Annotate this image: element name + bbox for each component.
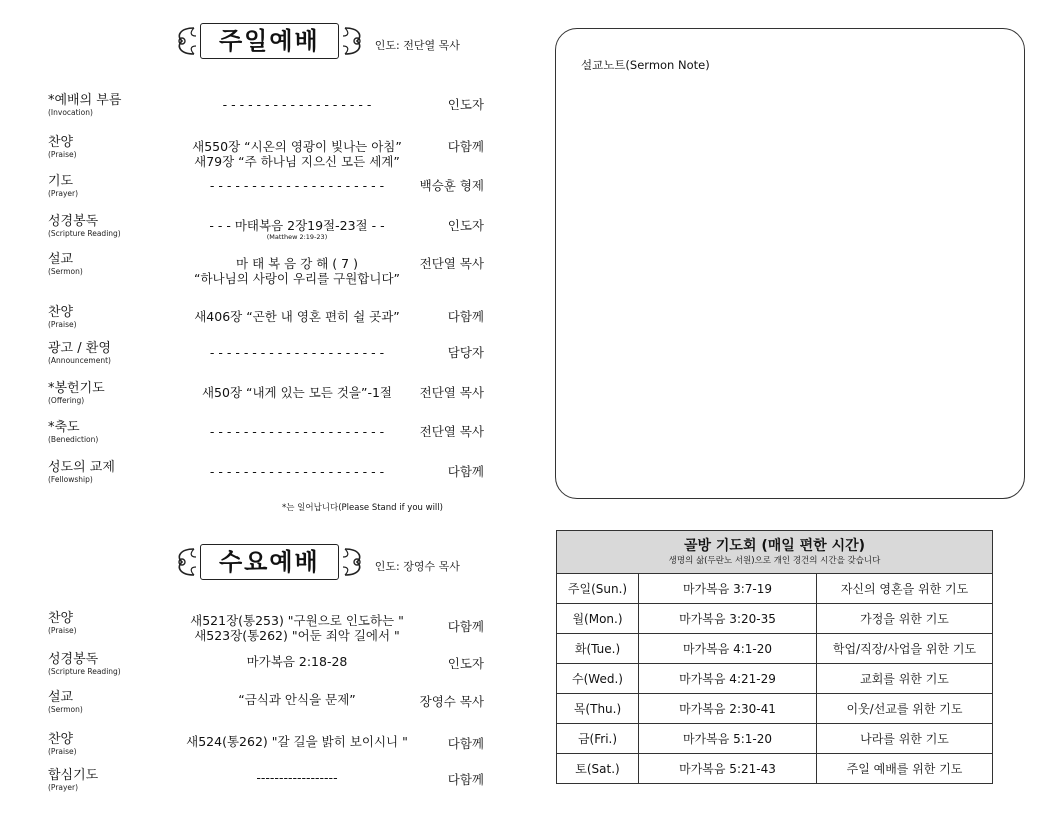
row-content-block (142, 309, 452, 324)
row-content-line2: 새523장(통262) "어둔 죄악 길에서 " (194, 628, 400, 643)
row-item (48, 732, 77, 757)
prayer-topic: 이웃/선교를 위한 기도 (817, 694, 993, 724)
row-item-title: 찬양 (48, 611, 74, 626)
row-leader: 다함께 (447, 464, 484, 479)
prayer-day: 월(Mon.) (557, 604, 639, 634)
row-content: 마 태 복 음 강 해 ( 7 ) (236, 256, 358, 271)
prayer-table-header (557, 531, 993, 574)
row-content: - - - - - - - - - - - - - - - - - - (222, 97, 372, 112)
prayer-passage: 마가복음 4:21-29 (639, 664, 817, 694)
row-item (48, 652, 121, 677)
wednesday-title: 수요예배 (200, 544, 339, 580)
prayer-day: 목(Thu.) (557, 694, 639, 724)
row-item-english: (Praise) (48, 626, 77, 635)
row-content: - - - 마태복음 2장19절-23절 - - (209, 218, 385, 233)
row-item-title: 기도 (48, 174, 74, 189)
prayer-topic: 학업/직장/사업을 위한 기도 (817, 634, 993, 664)
row-leader: 전단열 목사 (419, 385, 484, 400)
row-content-block (142, 139, 452, 169)
row-item-english: (Prayer) (48, 189, 79, 198)
scroll-ornament-left-icon (172, 22, 200, 60)
sunday-leader: 인도: 전단열 목사 (374, 39, 460, 52)
row-item-title: 설교 (48, 690, 74, 705)
prayer-title: 골방 기도회 (매일 편한 시간) (683, 537, 866, 554)
sermon-note-label: 설교노트(Sermon Note) (581, 58, 710, 72)
row-item (48, 690, 83, 715)
row-item (48, 93, 121, 118)
prayer-passage: 마가복음 2:30-41 (639, 694, 817, 724)
prayer-day: 수(Wed.) (557, 664, 639, 694)
row-leader: 인도자 (447, 656, 484, 671)
row-item-english: (Fellowship) (48, 475, 93, 484)
row-item-title: *축도 (48, 420, 80, 435)
row-item (48, 214, 121, 239)
row-content-block (142, 424, 452, 439)
prayer-row (557, 634, 993, 664)
row-content-block (142, 613, 452, 643)
row-content: - - - - - - - - - - - - - - - - - - - - - (209, 178, 385, 193)
prayer-day: 금(Fri.) (557, 724, 639, 754)
row-content-block (142, 734, 452, 749)
scroll-ornament-right-icon (339, 543, 367, 581)
prayer-topic: 나라를 위한 기도 (817, 724, 993, 754)
row-item (48, 174, 78, 199)
row-content-block (142, 97, 452, 112)
row-item-title: *봉헌기도 (48, 381, 105, 396)
row-item-english: (Sermon) (48, 267, 83, 276)
row-content-block (142, 178, 452, 193)
row-content-block (142, 256, 452, 286)
sermon-note-box[interactable] (555, 28, 1025, 499)
prayer-row (557, 574, 993, 604)
row-leader: 다함께 (447, 736, 484, 751)
row-item-title: 찬양 (48, 135, 74, 150)
row-content-line2: 새79장 “주 하나님 지으신 모든 세계” (194, 154, 400, 169)
row-content: 새406장 “곤한 내 영혼 편히 쉴 곳과” (194, 309, 400, 324)
prayer-passage: 마가복음 5:21-43 (639, 754, 817, 784)
prayer-row (557, 664, 993, 694)
sunday-header (172, 22, 460, 60)
row-leader: 전단열 목사 (419, 256, 484, 271)
row-content: 마가복음 2:18-28 (246, 654, 348, 669)
row-item-english: (Scripture Reading) (48, 229, 121, 238)
row-item-english: (Benediction) (48, 435, 99, 444)
prayer-passage: 마가복음 3:7-19 (639, 574, 817, 604)
row-leader: 담당자 (447, 345, 484, 360)
row-leader: 다함께 (447, 139, 484, 154)
prayer-day: 화(Tue.) (557, 634, 639, 664)
row-item-english: (Prayer) (48, 783, 79, 792)
row-content-block (142, 385, 452, 400)
row-item (48, 135, 77, 160)
row-content: “금식과 안식을 문제” (238, 692, 356, 707)
row-item (48, 460, 115, 485)
row-item (48, 768, 98, 793)
row-item-title: 성경봉독 (48, 652, 99, 667)
row-content: 새50장 “내게 있는 모든 것을”-1절 (201, 385, 393, 400)
row-content-block (142, 692, 452, 707)
prayer-passage: 마가복음 3:20-35 (639, 604, 817, 634)
row-item-title: 성경봉독 (48, 214, 99, 229)
row-item (48, 611, 77, 636)
scroll-ornament-left-icon (172, 543, 200, 581)
prayer-topic: 주일 예배를 위한 기도 (817, 754, 993, 784)
scroll-ornament-right-icon (339, 22, 367, 60)
row-content-sub: (Matthew 2:19-23) (266, 233, 328, 241)
prayer-table-body (557, 574, 993, 784)
prayer-table (556, 530, 993, 784)
row-content-block (142, 218, 452, 242)
row-item-title: 찬양 (48, 732, 74, 747)
sunday-title: 주일예배 (200, 23, 339, 59)
prayer-passage: 마가복음 4:1-20 (639, 634, 817, 664)
row-content-block (142, 464, 452, 479)
row-content-block (142, 345, 452, 360)
row-item-english: (Praise) (48, 747, 77, 756)
row-item-english: (Announcement) (48, 356, 111, 365)
row-leader: 장영수 목사 (419, 694, 484, 709)
row-leader: 다함께 (447, 772, 484, 787)
prayer-row (557, 604, 993, 634)
prayer-topic: 교회를 위한 기도 (817, 664, 993, 694)
row-item (48, 305, 77, 330)
row-leader: 다함께 (447, 619, 484, 634)
row-item (48, 252, 83, 277)
row-item-title: 광고 / 환영 (48, 341, 111, 356)
wednesday-header (172, 543, 460, 581)
row-leader: 백승훈 형제 (419, 178, 484, 193)
row-item-english: (Sermon) (48, 705, 83, 714)
prayer-table-title-cell (557, 531, 993, 574)
row-item-title: 합심기도 (48, 768, 99, 783)
row-item-english: (Offering) (48, 396, 85, 405)
row-content: 새550장 “시온의 영광이 빛나는 아침” (192, 139, 402, 154)
row-content: ------------------ (256, 770, 338, 785)
row-item (48, 420, 98, 445)
row-content: 새521장(통253) "구원으로 인도하는 " (190, 613, 404, 628)
row-content-line2: “하나님의 사랑이 우리를 구원합니다” (194, 271, 400, 286)
row-item-english: (Praise) (48, 320, 77, 329)
row-content: - - - - - - - - - - - - - - - - - - - - - (209, 424, 385, 439)
prayer-row (557, 694, 993, 724)
row-content: 새524(통262) "갈 길을 밝히 보이시니 " (186, 734, 408, 749)
row-content: - - - - - - - - - - - - - - - - - - - - - (209, 345, 385, 360)
prayer-subtitle: 생명의 삶(두란노 서원)으로 개인 경건의 시간을 갖습니다 (668, 555, 881, 566)
row-item-english: (Invocation) (48, 108, 93, 117)
row-item-english: (Scripture Reading) (48, 667, 121, 676)
stand-note: *는 일어납니다(Please Stand if you will) (282, 503, 443, 513)
row-content-block (142, 770, 452, 785)
row-leader: 인도자 (447, 97, 484, 112)
row-item-english: (Praise) (48, 150, 77, 159)
row-item-title: *예배의 부름 (48, 93, 122, 108)
row-leader: 인도자 (447, 218, 484, 233)
prayer-day: 주일(Sun.) (557, 574, 639, 604)
row-leader: 전단열 목사 (419, 424, 484, 439)
row-item-title: 설교 (48, 252, 74, 267)
row-item-title: 성도의 교제 (48, 460, 115, 475)
row-content-block (142, 654, 452, 669)
row-item (48, 381, 105, 406)
prayer-topic: 가정을 위한 기도 (817, 604, 993, 634)
row-content: - - - - - - - - - - - - - - - - - - - - - (209, 464, 385, 479)
prayer-passage: 마가복음 5:1-20 (639, 724, 817, 754)
row-leader: 다함께 (447, 309, 484, 324)
row-item-title: 찬양 (48, 305, 74, 320)
prayer-row (557, 754, 993, 784)
prayer-day: 토(Sat.) (557, 754, 639, 784)
prayer-topic: 자신의 영혼을 위한 기도 (817, 574, 993, 604)
row-item (48, 341, 111, 366)
prayer-row (557, 724, 993, 754)
wednesday-leader: 인도: 장영수 목사 (374, 560, 460, 573)
